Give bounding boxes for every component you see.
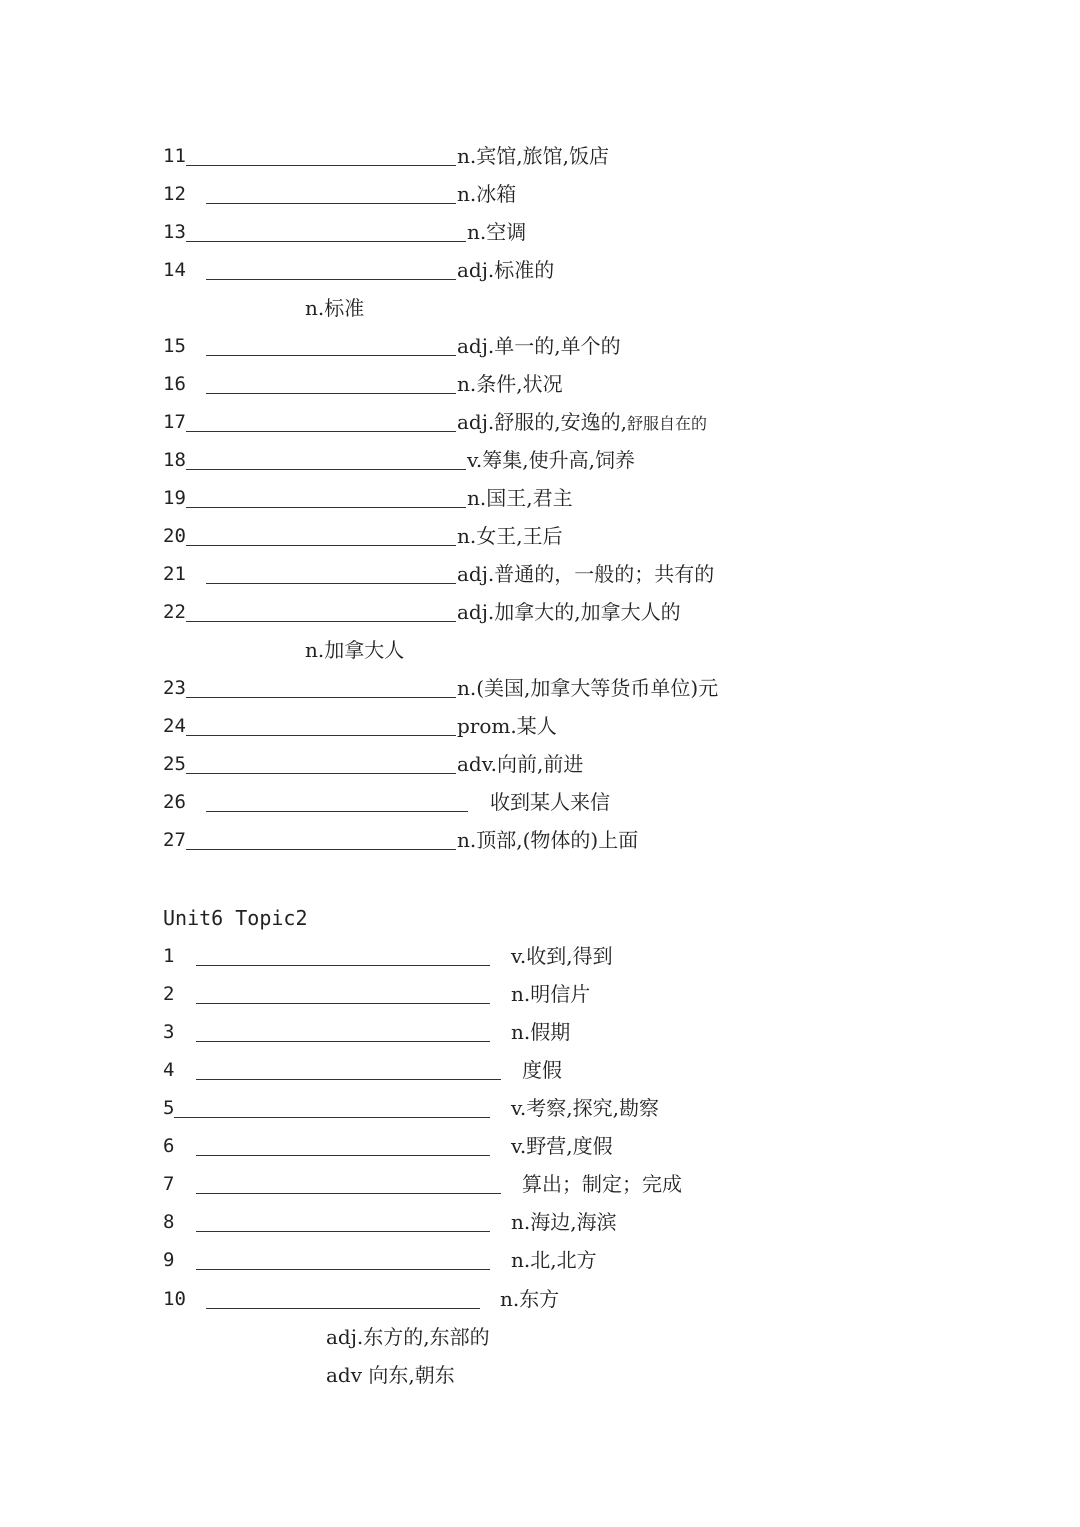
item-definition: n.条件,状况 <box>457 372 563 396</box>
item-definition: adj.普通的，一般的；共有的 <box>457 562 715 586</box>
item-definition: n.海边,海滨 <box>511 1210 617 1234</box>
item-definition: n.冰箱 <box>457 182 517 206</box>
vocab-item-extra <box>0 296 1080 334</box>
vocab-item-extra <box>0 1363 1080 1401</box>
answer-blank[interactable] <box>186 621 456 622</box>
vocab-item <box>0 144 1080 182</box>
item-definition <box>457 410 707 436</box>
vocab-item <box>0 562 1080 600</box>
item-definition: n.国王,君主 <box>467 486 573 510</box>
vocab-item <box>0 1134 1080 1172</box>
item-definition: n.假期 <box>511 1020 571 1044</box>
answer-blank[interactable] <box>174 1117 490 1118</box>
item-number: 16 <box>163 373 186 395</box>
item-definition: v.收到,得到 <box>511 944 613 968</box>
item-number: 24 <box>163 715 186 737</box>
answer-blank[interactable] <box>206 203 456 204</box>
item-number: 26 <box>163 791 186 813</box>
answer-blank[interactable] <box>196 965 490 966</box>
answer-blank[interactable] <box>206 583 456 584</box>
answer-blank[interactable] <box>206 355 456 356</box>
item-number: 14 <box>163 259 186 281</box>
item-number: 11 <box>163 145 186 167</box>
answer-blank[interactable] <box>196 1155 490 1156</box>
definition-small: 舒服自在的 <box>627 414 708 433</box>
vocab-item <box>0 1058 1080 1096</box>
vocab-item <box>0 258 1080 296</box>
vocab-item <box>0 790 1080 828</box>
item-number: 4 <box>163 1059 175 1081</box>
answer-blank[interactable] <box>186 431 456 432</box>
answer-blank[interactable] <box>206 393 456 394</box>
item-number: 22 <box>163 601 186 623</box>
item-definition: adj.单一的,单个的 <box>457 334 621 358</box>
item-definition: n.明信片 <box>511 982 591 1006</box>
vocab-item <box>0 372 1080 410</box>
section-heading: Unit6 Topic2 <box>163 906 308 930</box>
item-number: 18 <box>163 449 186 471</box>
item-definition: prom.某人 <box>457 714 557 738</box>
vocab-item <box>0 600 1080 638</box>
item-number: 25 <box>163 753 186 775</box>
item-definition: n.宾馆,旅馆,饭店 <box>457 144 609 168</box>
item-definition: 度假 <box>522 1058 562 1082</box>
vocab-item <box>0 410 1080 448</box>
vocab-item-extra <box>0 638 1080 676</box>
vocab-item <box>0 486 1080 524</box>
answer-blank[interactable] <box>186 241 466 242</box>
item-definition-extra: adj.东方的,东部的 <box>326 1325 490 1349</box>
vocab-item <box>0 1248 1080 1286</box>
vocab-item <box>0 752 1080 790</box>
answer-blank[interactable] <box>196 1003 490 1004</box>
item-definition: n.顶部,(物体的)上面 <box>457 828 639 852</box>
item-number: 2 <box>163 983 175 1005</box>
answer-blank[interactable] <box>196 1193 501 1194</box>
vocab-item-extra <box>0 1325 1080 1363</box>
item-definition-extra: n.加拿大人 <box>305 638 405 662</box>
answer-blank[interactable] <box>186 773 456 774</box>
answer-blank[interactable] <box>186 849 456 850</box>
item-definition: 收到某人来信 <box>490 790 610 814</box>
answer-blank[interactable] <box>196 1269 490 1270</box>
item-number: 6 <box>163 1135 175 1157</box>
item-number: 20 <box>163 525 186 547</box>
item-definition: v.考察,探究,勘察 <box>511 1096 659 1120</box>
vocab-item <box>0 334 1080 372</box>
answer-blank[interactable] <box>206 1308 480 1309</box>
answer-blank[interactable] <box>186 469 466 470</box>
item-number: 8 <box>163 1211 175 1233</box>
item-number: 27 <box>163 829 186 851</box>
item-definition: v.筹集,使升高,饲养 <box>467 448 635 472</box>
item-number: 5 <box>163 1097 175 1119</box>
vocab-item <box>0 944 1080 982</box>
answer-blank[interactable] <box>186 697 456 698</box>
answer-blank[interactable] <box>186 165 456 166</box>
vocab-item <box>0 1287 1080 1325</box>
vocab-item <box>0 714 1080 752</box>
item-number: 13 <box>163 221 186 243</box>
vocab-item <box>0 1020 1080 1058</box>
answer-blank[interactable] <box>196 1041 490 1042</box>
item-number: 12 <box>163 183 186 205</box>
answer-blank[interactable] <box>206 279 456 280</box>
vocab-item <box>0 828 1080 866</box>
item-number: 10 <box>163 1288 186 1310</box>
answer-blank[interactable] <box>196 1079 501 1080</box>
item-definition: n.空调 <box>467 220 527 244</box>
item-definition-extra: adv 向东,朝东 <box>326 1363 455 1387</box>
item-number: 15 <box>163 335 186 357</box>
item-definition: n.东方 <box>500 1287 560 1311</box>
item-definition: adj.加拿大的,加拿大人的 <box>457 600 681 624</box>
vocab-item <box>0 448 1080 486</box>
vocab-item <box>0 1210 1080 1248</box>
vocab-item <box>0 1096 1080 1134</box>
item-number: 19 <box>163 487 186 509</box>
item-definition-extra: n.标准 <box>305 296 365 320</box>
item-number: 7 <box>163 1173 175 1195</box>
item-number: 21 <box>163 563 186 585</box>
vocab-item <box>0 220 1080 258</box>
item-definition: n.女王,王后 <box>457 524 563 548</box>
item-number: 3 <box>163 1021 175 1043</box>
item-definition: n.北,北方 <box>511 1248 597 1272</box>
answer-blank[interactable] <box>186 507 466 508</box>
item-number: 1 <box>163 945 175 967</box>
vocab-item <box>0 182 1080 220</box>
item-definition: 算出；制定；完成 <box>522 1172 682 1196</box>
item-number: 9 <box>163 1249 175 1271</box>
item-number: 17 <box>163 411 186 433</box>
vocab-item <box>0 982 1080 1020</box>
item-definition: adj.标准的 <box>457 258 555 282</box>
definition-main: adj.舒服的,安逸的, <box>457 410 627 434</box>
item-number: 23 <box>163 677 186 699</box>
vocab-item <box>0 524 1080 562</box>
item-definition: n.(美国,加拿大等货币单位)元 <box>457 676 719 700</box>
vocab-item <box>0 1172 1080 1210</box>
answer-blank[interactable] <box>186 735 456 736</box>
item-definition: adv.向前,前进 <box>457 752 584 776</box>
answer-blank[interactable] <box>186 545 456 546</box>
vocab-item <box>0 676 1080 714</box>
answer-blank[interactable] <box>196 1231 490 1232</box>
answer-blank[interactable] <box>206 811 468 812</box>
item-definition: v.野营,度假 <box>511 1134 613 1158</box>
